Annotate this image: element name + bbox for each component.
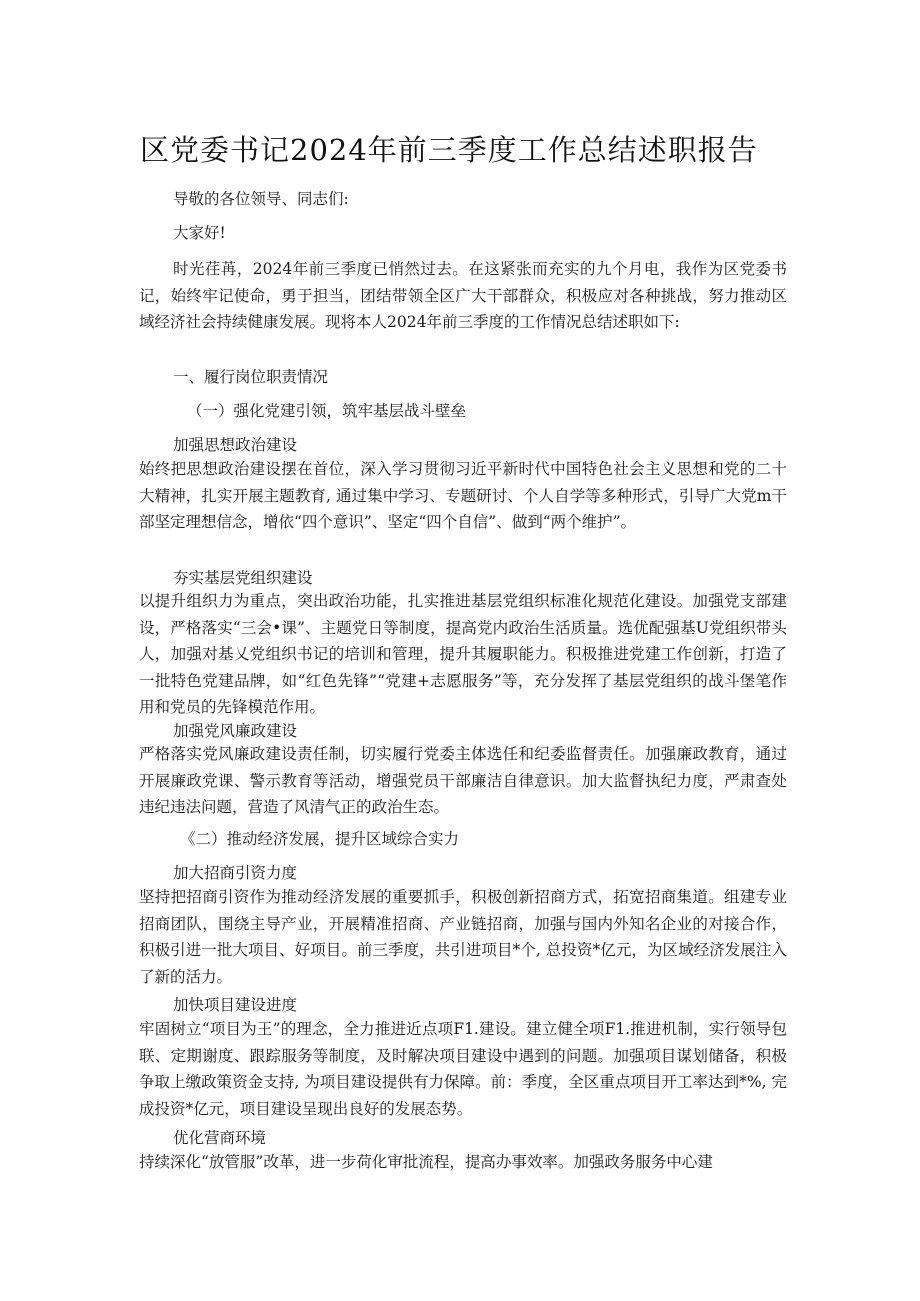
heading-projects: 加快项目建设进度 [173, 996, 298, 1014]
subsection-heading-1: （一）强化党建引领，筑牢基层战斗壁垒 [187, 402, 467, 420]
heading-investment: 加大招商引资力度 [173, 864, 298, 882]
heading-grassroots: 夯实基层党组织建设 [173, 569, 313, 587]
paragraph-investment: 坚持把招商引资作为推动经济发展的重要抓手，积极创新招商方式，拓宽招商集道。组建专业招商团队，围绕主导产业，开展精准招商、产业链招商，加强与国内外知名企业的对接合作，积极引进一批大项目、好项目。前三季度，共引进项目*个, 总投资*亿元，为区域经济发展注入了新的活力。 [139, 888, 787, 986]
paragraph-integrity: 严格落实党风廉政建设责任制，切实履行党委主体选任和纪委监督责任。加强廉政教育，通过开展廉政党课、警示教育等活动，增强党员干部廉洁自律意识。加大监督执纪力度，严肃查处违纪违法问题，营造了风清气正的政治生态。 [139, 745, 787, 816]
paragraph-ideological: 始终把思想政治建设摆在首位，深入学习贯彻习近平新时代中国特色社会主义思想和党的二十大精神，扎实开展主题教育, 通过集中学习、专题研讨、个人自学等多种形式，引导广大党m干部坚定理想信念，增依“四个意识”、坚定“四个自信”、做到“两个维护”。 [139, 460, 787, 531]
heading-business-environment: 优化营商环境 [173, 1129, 267, 1147]
subsection-heading-2: 《二）推动经济发展，提升区域综合实力 [180, 830, 460, 848]
heading-integrity: 加强党风廉政建设 [173, 722, 298, 740]
heading-ideological: 加强思想政治建设 [173, 436, 298, 454]
intro-paragraph: 时光荏苒，2024年前三季度已悄然过去。在这紧张而充实的九个月电，我作为区党委书记，始终牢记使命，勇于担当，团结带领全区广大干部群众，积极应对各种挑战，努力推动区域经济社会持续健康发展。现将本人2024年前三季度的工作情况总结述职如下: [139, 260, 787, 331]
section-heading-1: 一、履行岗位职责情况 [173, 368, 329, 386]
paragraph-grassroots: 以提升组织力为重点，突出政治功能，扎实推进基层党组织标准化规范化建设。加强党支部建设，严格落实“三会•课”、主题党日等制度，提高党内政治生活质量。选优配强基U党组织带头人，加强对基乂党组织书记的培训和管理，提升其履职能力。积极推进党建工作创新，打造了一批特色党建品牌，如“红色先锋”“党建+志愿服务”等，充分发挥了基层党组织的战斗堡笔作用和党员的先锋模范作用。 [139, 592, 787, 716]
paragraph-business-environment: 持续深化“放管服”改革，进一步荷化审批流程，提高办事效率。加强政务服务中心建 [139, 1153, 713, 1171]
greeting: 导敬的各位领导、同志们: [173, 190, 349, 208]
paragraph-projects: 牢固树立“项目为王”的理念，全力推进近点项F1.建设。建立健全项F1.推进机制，实行领导包联、定期谢度、跟踪服务等制度，及时解决项目建设中遇到的问题。加强项目谋划储备，积极争取上缴政策资金支持, 为项目建设提供有力保障。前：季度，全区重点项目开工率达到*%, 完成投资*亿元，项目建设呈现出良好的发展态势。 [139, 1020, 787, 1118]
document-title: 区党委书记2024年前三季度工作总结述职报告 [140, 133, 758, 167]
hello: 大家好! [173, 224, 226, 242]
